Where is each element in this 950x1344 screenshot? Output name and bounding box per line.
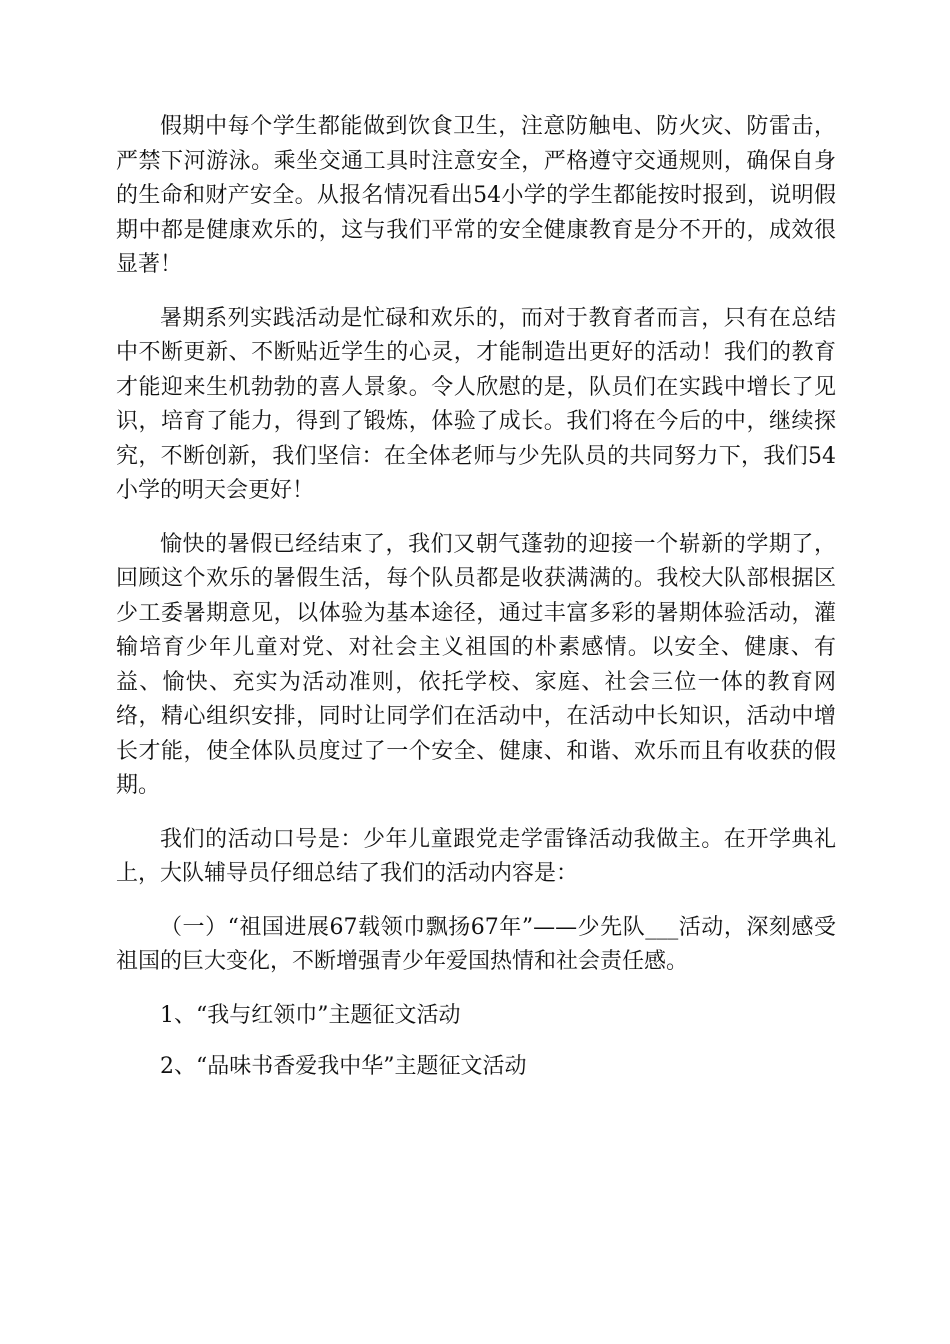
paragraph-slogan: 我们的活动口号是：少年儿童跟党走学雷锋活动我做主。在开学典礼上，大队辅导员仔细总结了我们的活动内容是： (116, 826, 836, 886)
document-page (116, 110, 836, 1102)
paragraph-safety: 假期中每个学生都能做到饮食卫生，注意防触电、防火灾、防雷击，严禁下河游泳。乘坐交通工具时注意安全，严格遵守交通规则，确保自身的生命和财产安全。从报名情况看出54小学的学生都能按时报到，说明假期中都是健康欢乐的，这与我们平常的安全健康教育是分不开的，成效很显著！ (116, 114, 836, 277)
list-item-essay-book: 2、“品味书香爱我中华”主题征文活动 (160, 1054, 527, 1079)
paragraph-summer-activities: 暑期系列实践活动是忙碌和欢乐的，而对于教育者而言，只有在总结中不断更新、不断贴近学生的心灵，才能制造出更好的活动！我们的教育才能迎来生机勃勃的喜人景象。令人欣慰的是，队员们在实践中增长了见识，培育了能力，得到了锻炼，体验了成长。我们将在今后的中，继续探究，不断创新，我们坚信：在全体老师与少先队员的共同努力下，我们54小学的明天会更好！ (116, 305, 836, 503)
paragraph-section-one: （一）“祖国进展67载领巾飘扬67年”——少先队___活动，深刻感受祖国的巨大变化，不断增强青少年爱国热情和社会责任感。 (116, 914, 836, 974)
paragraph-summer-review: 愉快的暑假已经结束了，我们又朝气蓬勃的迎接一个崭新的学期了，回顾这个欢乐的暑假生活，每个队员都是收获满满的。我校大队部根据区少工委暑期意见，以体验为基本途径，通过丰富多彩的暑期体验活动，灌输培育少年儿童对党、对社会主义祖国的朴素感情。以安全、健康、有益、愉快、充实为活动准则，依托学校、家庭、社会三位一体的教育网络，精心组织安排，同时让同学们在活动中，在活动中长知识，活动中增长才能，使全体队员度过了一个安全、健康、和谐、欢乐而且有收获的假期。 (116, 531, 836, 798)
list-item-essay-red-scarf: 1、“我与红领巾”主题征文活动 (160, 1002, 461, 1028)
